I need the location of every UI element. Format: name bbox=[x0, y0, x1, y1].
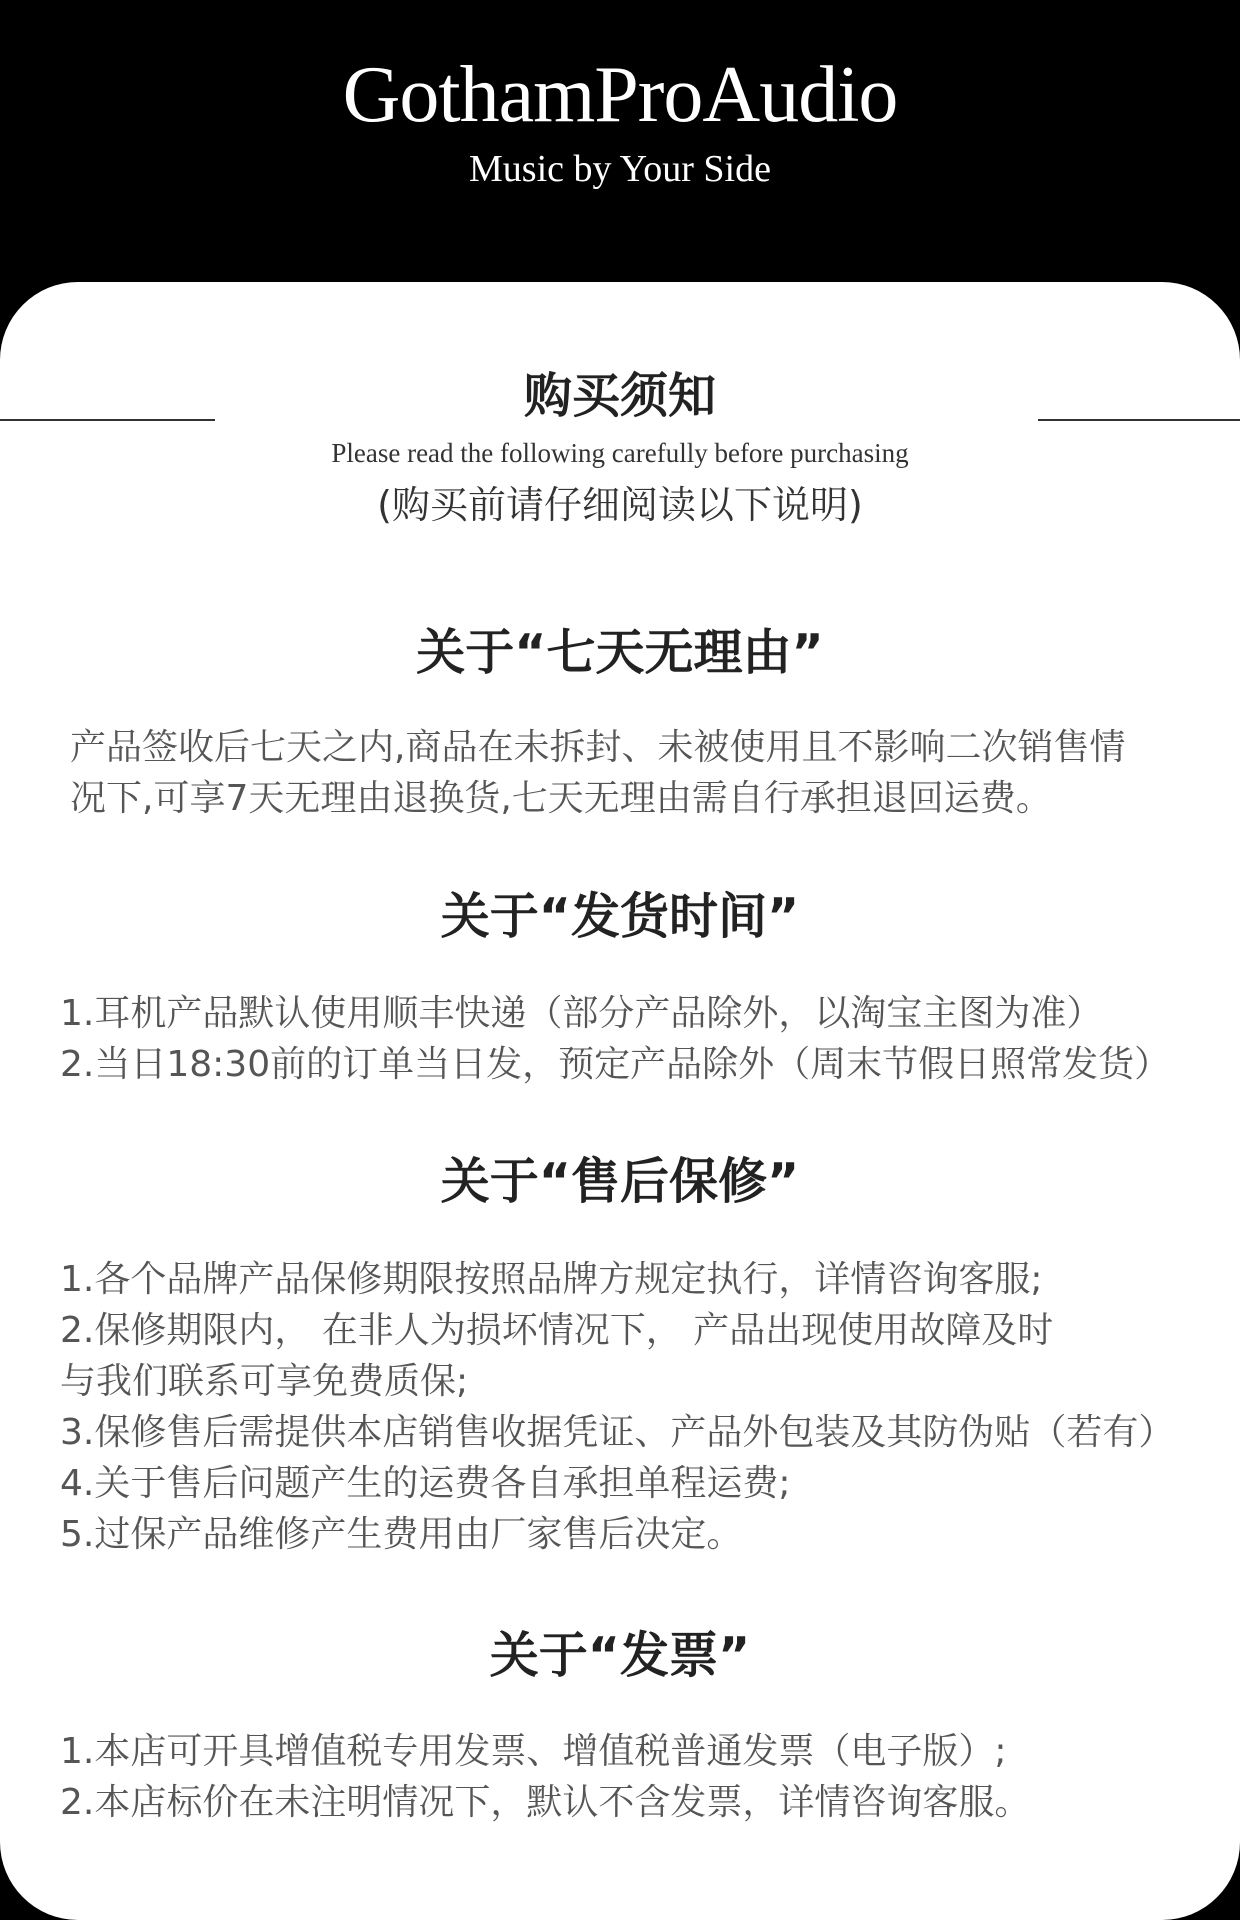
list-item: 2.当日18:30前的订单当日发，预定产品除外（周末节假日照常发货） bbox=[60, 1044, 1171, 1085]
section-title-return: 关于“七天无理由” bbox=[416, 624, 824, 681]
section-body-return bbox=[70, 722, 1190, 824]
brand-tagline: Music by Your Side bbox=[469, 148, 771, 190]
list-item: 2.保修期限内， 在非人为损坏情况下， 产品出现使用故障及时 bbox=[60, 1310, 1054, 1351]
list-item: 4.关于售后问题产生的运费各自承担单程运费; bbox=[60, 1463, 791, 1504]
notice-title: 购买须知 bbox=[523, 368, 716, 424]
body-line: 产品签收后七天之内,商品在未拆封、未被使用且不影响二次销售情 bbox=[70, 727, 1126, 768]
notice-subtitle-cn: (购买前请仔细阅读以下说明) bbox=[377, 483, 863, 527]
notice-subtitle-en: Please read the following carefully before purchasing bbox=[331, 438, 909, 468]
list-item: 3.保修售后需提供本店销售收据凭证、产品外包装及其防伪贴（若有） bbox=[60, 1412, 1175, 1453]
section-list-warranty bbox=[60, 1254, 1200, 1560]
body-line: 况下,可享7天无理由退换货,七天无理由需自行承担退回运费。 bbox=[70, 778, 1052, 819]
list-item: 2.本店标价在未注明情况下，默认不含发票，详情咨询客服。 bbox=[60, 1782, 1031, 1823]
section-title-invoice: 关于“发票” bbox=[489, 1627, 751, 1684]
brand-name: GothamProAudio bbox=[342, 51, 898, 139]
section-list-invoice bbox=[60, 1726, 1200, 1828]
section-title-warranty: 关于“售后保修” bbox=[440, 1153, 800, 1210]
list-item: 1.各个品牌产品保修期限按照品牌方规定执行，详情咨询客服; bbox=[60, 1259, 1043, 1300]
list-item: 5.过保产品维修产生费用由厂家售后决定。 bbox=[60, 1514, 743, 1555]
section-list-shipping bbox=[60, 988, 1200, 1090]
section-title-shipping: 关于“发货时间” bbox=[440, 888, 800, 945]
list-item: 与我们联系可享免费质保; bbox=[60, 1361, 469, 1402]
brand-header bbox=[0, 0, 1240, 282]
list-item: 1.耳机产品默认使用顺丰快递（部分产品除外，以淘宝主图为准） bbox=[60, 993, 1103, 1034]
list-item: 1.本店可开具增值税专用发票、增值税普通发票（电子版）; bbox=[60, 1731, 1007, 1772]
